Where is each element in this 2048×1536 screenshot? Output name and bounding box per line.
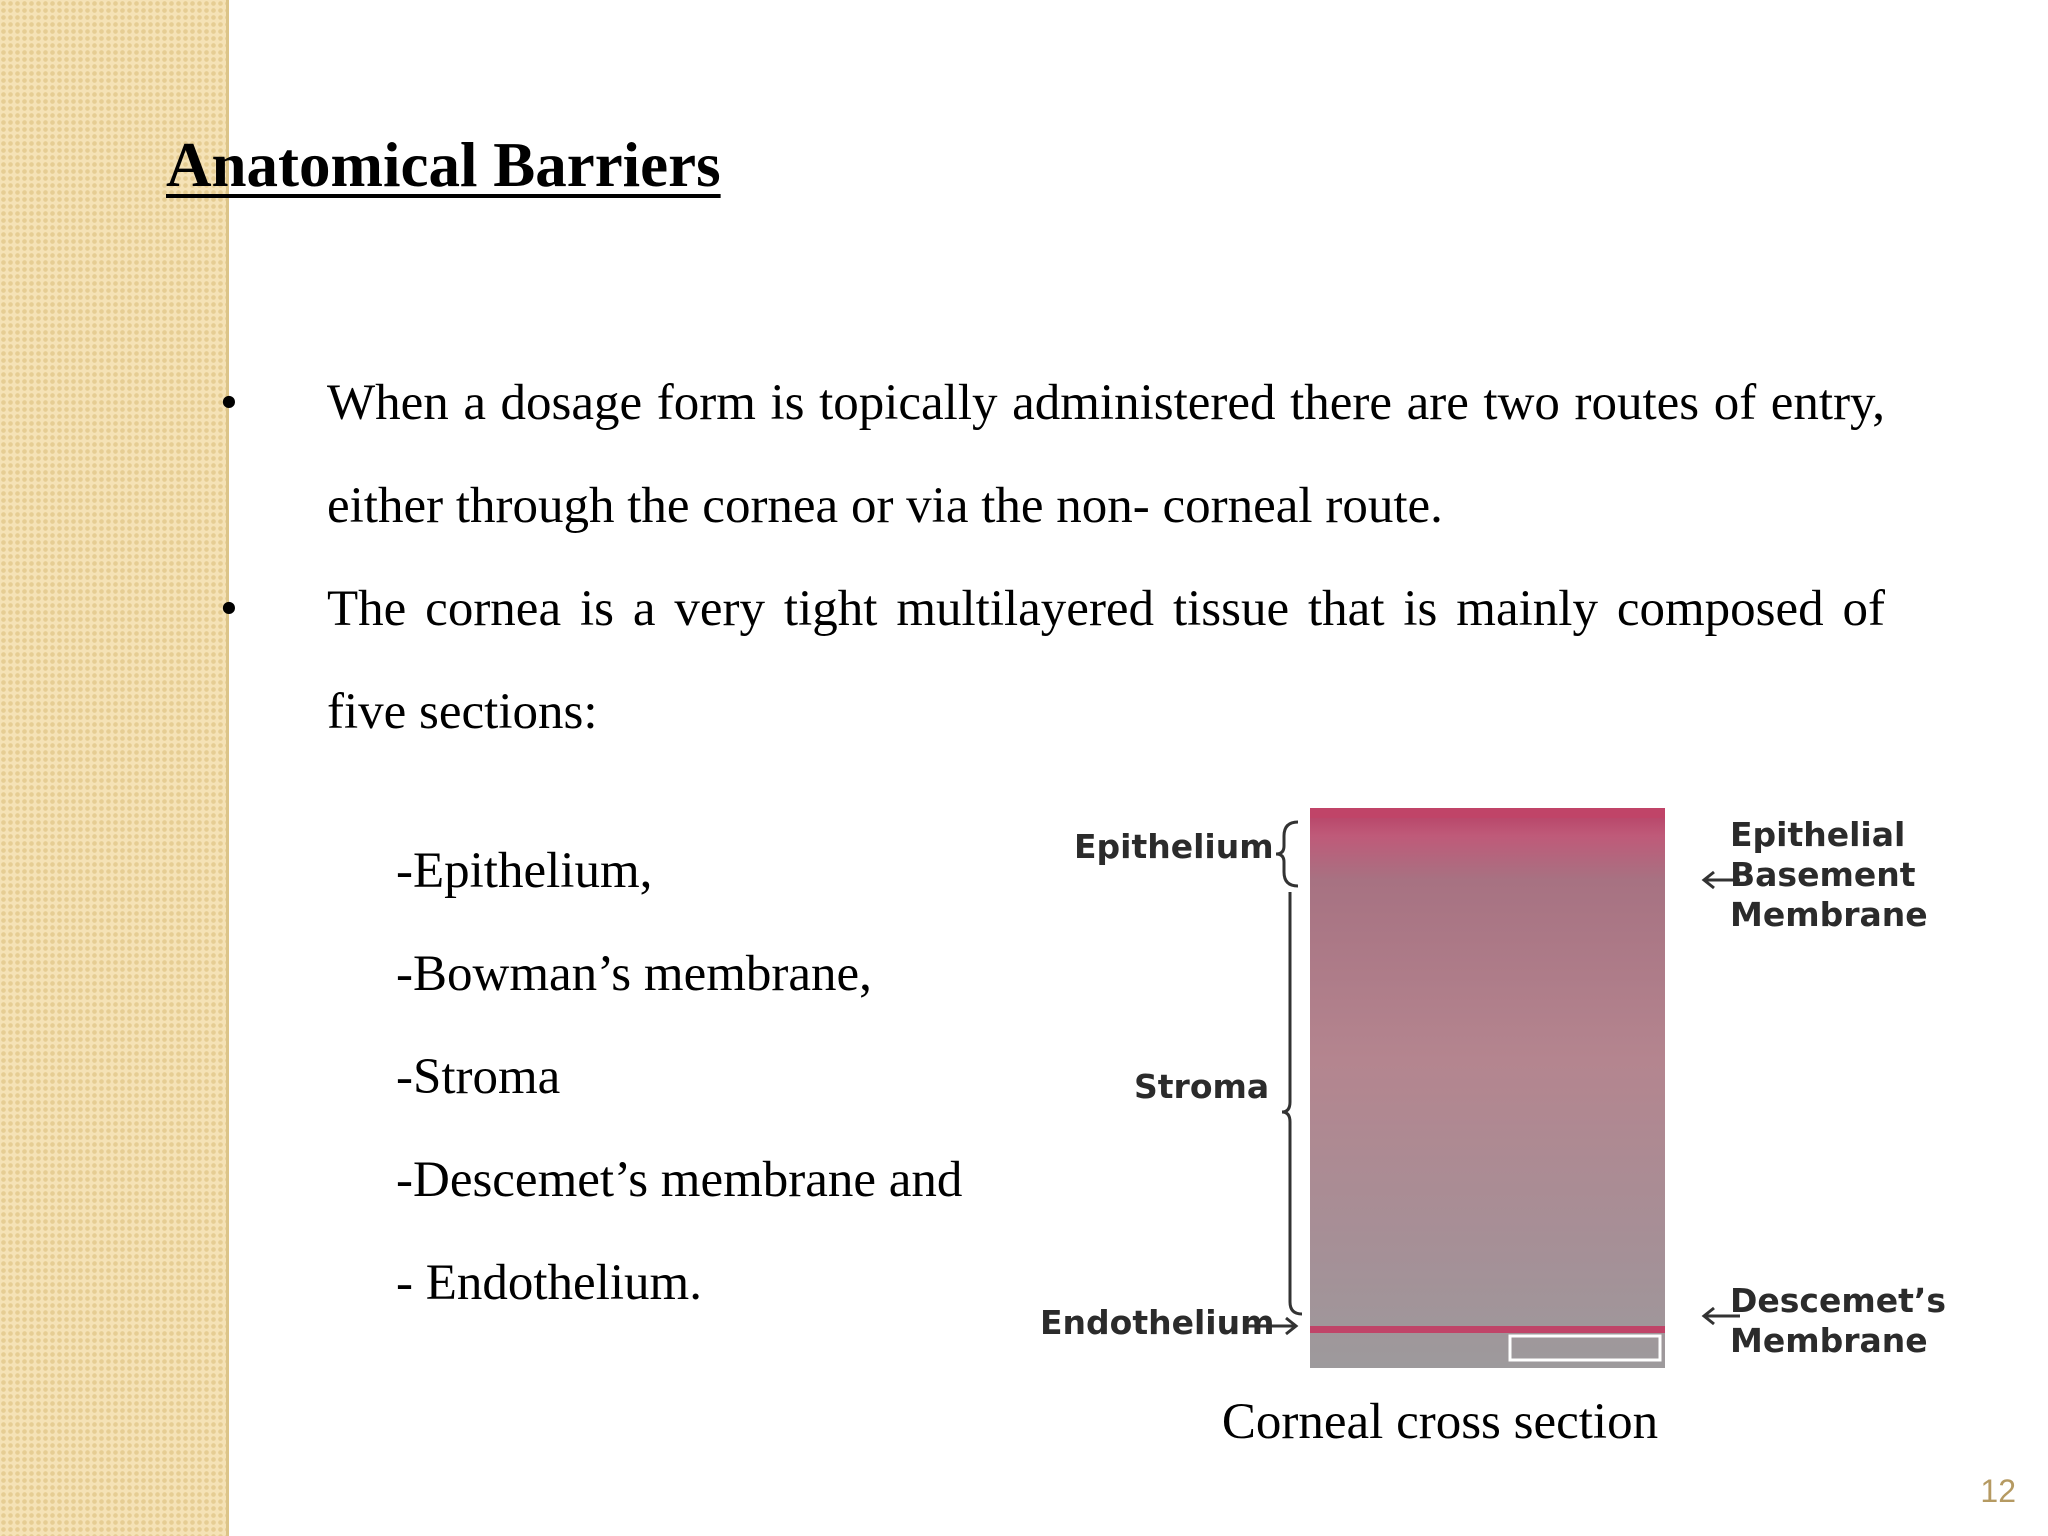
label-descemet-2: Membrane xyxy=(1730,1321,1928,1360)
section-item: - Endothelium. xyxy=(396,1255,702,1311)
bullet-marker: • xyxy=(220,375,238,431)
epithelium-edge xyxy=(1310,808,1665,818)
stroma-brace xyxy=(1282,892,1302,1314)
descemet-edge xyxy=(1310,1326,1665,1333)
cornea-figure xyxy=(1040,796,1960,1376)
label-basement-3: Membrane xyxy=(1730,895,1928,934)
bullet-marker: • xyxy=(220,581,238,637)
slide-title: Anatomical Barriers xyxy=(166,130,721,200)
label-stroma: Stroma xyxy=(1134,1067,1270,1106)
label-descemet-1: Descemet’s xyxy=(1730,1281,1947,1320)
cornea-diagram xyxy=(1040,796,1960,1376)
label-basement-2: Basement xyxy=(1730,855,1916,894)
page-number: 12 xyxy=(1980,1473,2016,1509)
bullet-text: When a dosage form is topically administered there are two routes of entry, either through the cornea or via the non- corneal route. xyxy=(327,375,1885,534)
section-item: -Bowman’s membrane, xyxy=(396,946,872,1002)
decorative-side-strip xyxy=(0,0,229,1536)
label-basement-1: Epithelial xyxy=(1730,815,1906,854)
epithelium-brace xyxy=(1276,822,1298,886)
bullet-list xyxy=(220,352,1885,764)
section-item: -Stroma xyxy=(396,1049,561,1105)
section-item: -Epithelium, xyxy=(396,843,653,899)
label-epithelium: Epithelium xyxy=(1074,827,1274,866)
label-endothelium: Endothelium xyxy=(1040,1303,1275,1342)
cornea-sections-list xyxy=(396,820,962,1335)
bullet-item xyxy=(220,558,1885,764)
figure-caption: Corneal cross section xyxy=(1221,1394,1659,1450)
bullet-text: The cornea is a very tight multilayered tissue that is mainly composed of five sections: xyxy=(327,581,1885,740)
bullet-item xyxy=(220,352,1885,558)
section-item: -Descemet’s membrane and xyxy=(396,1152,963,1208)
tissue-section xyxy=(1310,808,1665,1368)
